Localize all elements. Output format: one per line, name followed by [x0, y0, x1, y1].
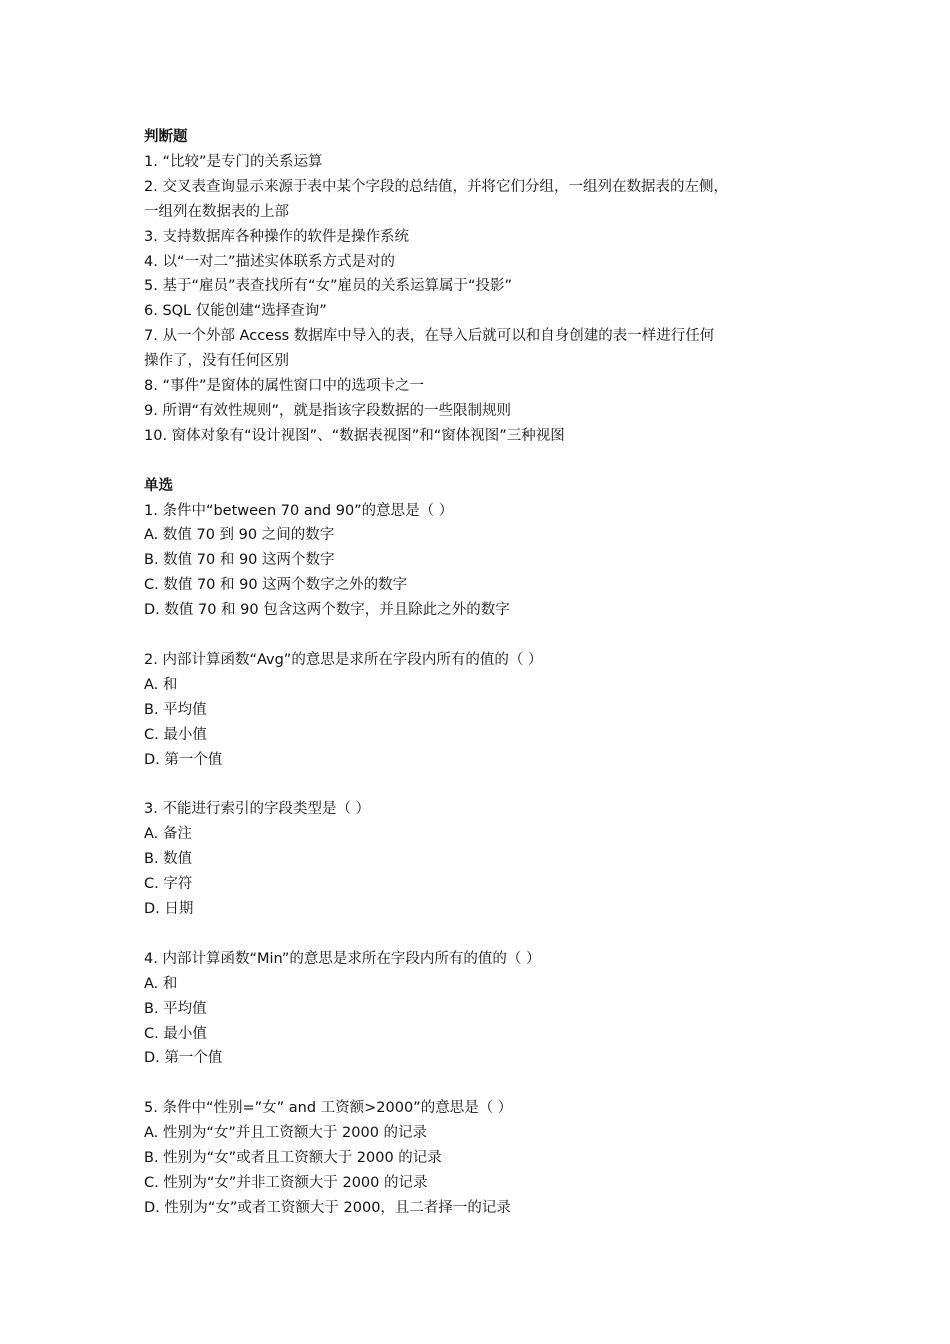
option-b: B. 数值 70 和 90 这两个数字 — [144, 552, 335, 569]
judgement-list — [144, 150, 814, 449]
judgement-line: 一组列在数据表的上部 — [144, 203, 289, 220]
option-b: B. 平均值 — [144, 1000, 207, 1017]
judgement-line: 2. 交叉表查询显示来源于表中某个字段的总结值，并将它们分组，一组列在数据表的左侧， — [144, 178, 728, 195]
judgement-line: 5. 基于“雇员”表查找所有“女”雇员的关系运算属于“投影” — [144, 278, 513, 295]
judgement-line: 4. 以“一对二”描述实体联系方式是对的 — [144, 253, 395, 270]
option-a: A. 和 — [144, 975, 178, 992]
question-text: 3. 不能进行索引的字段类型是（ ） — [144, 801, 371, 818]
judgement-line: 10. 窗体对象有“设计视图”、“数据表视图”和“窗体视图”三种视图 — [144, 427, 565, 444]
judgement-line: 9. 所谓“有效性规则”，就是指该字段数据的一些限制规则 — [144, 402, 511, 419]
question-5 — [144, 1096, 814, 1221]
option-c: C. 最小值 — [144, 1025, 207, 1042]
judgement-line: 操作了，没有任何区别 — [144, 353, 289, 370]
judgement-line: 7. 从一个外部 Access 数据库中导入的表，在导入后就可以和自身创建的表一样进行任何 — [144, 328, 715, 345]
section-title-judgement: 判断题 — [144, 129, 188, 145]
option-d: D. 数值 70 和 90 包含这两个数字，并且除此之外的数字 — [144, 602, 510, 619]
document-body — [144, 125, 814, 1221]
question-1 — [144, 499, 814, 624]
section-title-single-choice: 单选 — [144, 477, 173, 494]
option-b: B. 平均值 — [144, 701, 207, 718]
option-d: D. 第一个值 — [144, 1050, 223, 1067]
question-3 — [144, 797, 814, 922]
spacer — [144, 773, 814, 798]
option-b: B. 数值 — [144, 851, 193, 868]
question-4 — [144, 947, 814, 1072]
spacer — [144, 623, 814, 648]
question-2 — [144, 648, 814, 773]
option-b: B. 性别为“女”或者且工资额大于 2000 的记录 — [144, 1150, 442, 1167]
option-c: C. 最小值 — [144, 726, 207, 743]
question-text: 5. 条件中“性别=”女” and 工资额>2000”的意思是（ ） — [144, 1100, 513, 1117]
question-text: 2. 内部计算函数“Avg”的意思是求所在字段内所有的值的（ ） — [144, 652, 543, 668]
judgement-line: 3. 支持数据库各种操作的软件是操作系统 — [144, 228, 409, 245]
question-text: 4. 内部计算函数“Min”的意思是求所在字段内所有的值的（ ） — [144, 950, 541, 967]
option-a: A. 和 — [144, 676, 178, 693]
option-c: C. 性别为“女”并非工资额大于 2000 的记录 — [144, 1174, 428, 1191]
option-d: D. 日期 — [144, 901, 194, 918]
question-text: 1. 条件中“between 70 and 90”的意思是（ ） — [144, 502, 454, 519]
option-c: C. 数值 70 和 90 这两个数字之外的数字 — [144, 577, 408, 594]
judgement-line: 6. SQL 仅能创建“选择查询” — [144, 303, 327, 320]
spacer — [144, 1071, 814, 1096]
option-c: C. 字符 — [144, 876, 193, 893]
option-d: D. 性别为“女”或者工资额大于 2000，且二者择一的记录 — [144, 1199, 511, 1216]
option-d: D. 第一个值 — [144, 751, 223, 768]
option-a: A. 性别为“女”并且工资额大于 2000 的记录 — [144, 1125, 428, 1142]
spacer — [144, 449, 814, 474]
judgement-line: 1. “比较”是专门的关系运算 — [144, 153, 323, 170]
judgement-line: 8. “事件”是窗体的属性窗口中的选项卡之一 — [144, 378, 424, 395]
spacer — [144, 922, 814, 947]
option-a: A. 数值 70 到 90 之间的数字 — [144, 527, 335, 544]
option-a: A. 备注 — [144, 826, 192, 843]
